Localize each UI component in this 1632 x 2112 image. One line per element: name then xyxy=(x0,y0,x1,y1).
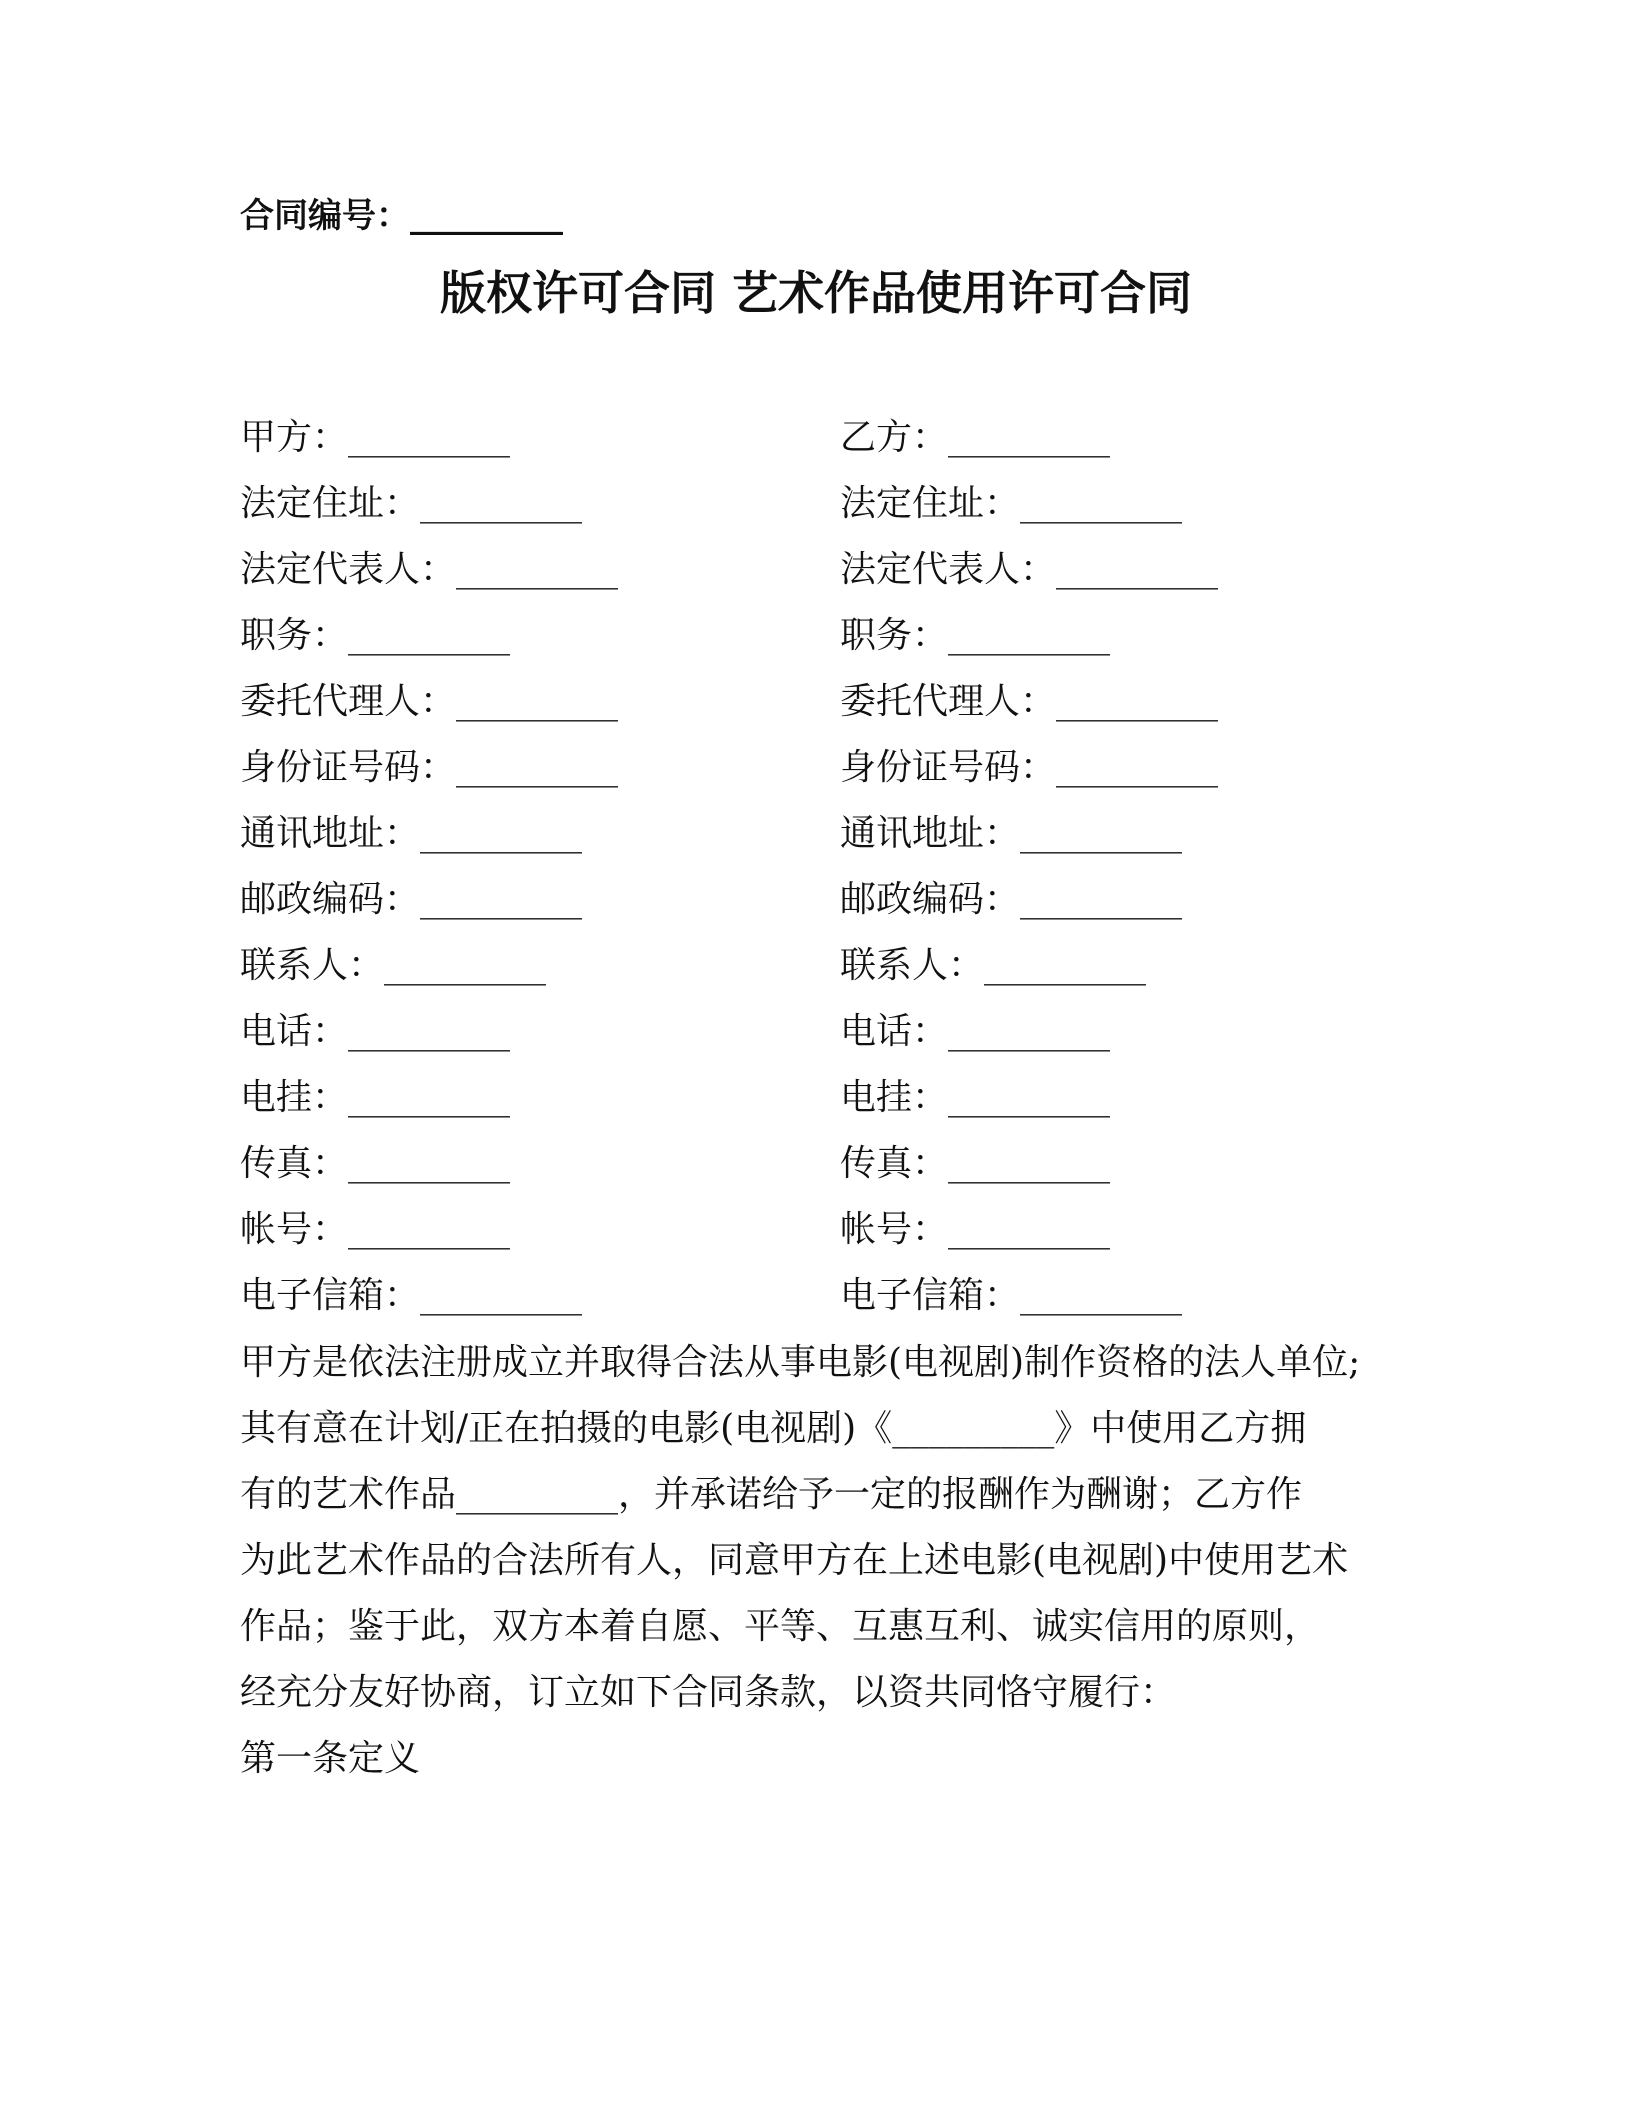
contract-title: 版权许可合同 艺术作品使用许可合同 xyxy=(439,266,1192,320)
party-row xyxy=(240,1266,1420,1332)
article-heading: 第一条定义 xyxy=(240,1738,421,1779)
party-row xyxy=(240,1068,1420,1134)
party-b-fax: 传真：_________ xyxy=(840,1143,1111,1184)
party-row xyxy=(240,540,1420,606)
party-b-legal-representative: 法定代表人：_________ xyxy=(840,549,1219,590)
party-a-email: 电子信箱：_________ xyxy=(240,1275,583,1316)
party-a-account: 帐号：_________ xyxy=(240,1209,511,1250)
party-a-agent: 委托代理人：_________ xyxy=(240,681,619,722)
party-row xyxy=(240,474,1420,540)
party-b-agent: 委托代理人：_________ xyxy=(840,681,1219,722)
party-b-telegraph: 电挂：_________ xyxy=(840,1077,1111,1118)
party-info-section xyxy=(240,408,1420,1332)
party-b-name: 乙方：_________ xyxy=(840,417,1111,458)
party-row xyxy=(240,1002,1420,1068)
party-row xyxy=(240,408,1420,474)
body-line: 其有意在计划/正在拍摄的电影(电视剧)《_________》中使用乙方拥 xyxy=(240,1408,1307,1449)
party-a-postal-code: 邮政编码：_________ xyxy=(240,879,583,920)
body-line: 为此艺术作品的合法所有人，同意甲方在上述电影(电视剧)中使用艺术 xyxy=(240,1540,1349,1581)
party-row xyxy=(240,606,1420,672)
party-row xyxy=(240,1134,1420,1200)
party-a-fax: 传真：_________ xyxy=(240,1143,511,1184)
party-b-phone: 电话：_________ xyxy=(840,1011,1111,1052)
party-row xyxy=(240,804,1420,870)
body-line: 作品；鉴于此，双方本着自愿、平等、互惠互利、诚实信用的原则， xyxy=(240,1606,1321,1647)
party-a-telegraph: 电挂：_________ xyxy=(240,1077,511,1118)
party-b-position: 职务：_________ xyxy=(840,615,1111,656)
party-row xyxy=(240,870,1420,936)
party-b-contact: 联系人：_________ xyxy=(840,945,1147,986)
party-a-legal-address: 法定住址：_________ xyxy=(240,483,583,524)
body-line: 甲方是依法注册成立并取得合法从事电影(电视剧)制作资格的法人单位; xyxy=(240,1342,1361,1383)
body-line: 经充分友好协商，订立如下合同条款，以资共同恪守履行： xyxy=(240,1672,1177,1713)
party-b-id-number: 身份证号码：_________ xyxy=(840,747,1219,788)
party-row xyxy=(240,738,1420,804)
contract-number: 合同编号：_________ xyxy=(240,196,563,236)
party-b-mailing-address: 通讯地址：_________ xyxy=(840,813,1183,854)
party-b-account: 帐号：_________ xyxy=(840,1209,1111,1250)
party-a-id-number: 身份证号码：_________ xyxy=(240,747,619,788)
party-row xyxy=(240,936,1420,1002)
party-b-email: 电子信箱：_________ xyxy=(840,1275,1183,1316)
party-b-legal-address: 法定住址：_________ xyxy=(840,483,1183,524)
party-b-postal-code: 邮政编码：_________ xyxy=(840,879,1183,920)
party-a-contact: 联系人：_________ xyxy=(240,945,547,986)
party-a-position: 职务：_________ xyxy=(240,615,511,656)
party-a-legal-representative: 法定代表人：_________ xyxy=(240,549,619,590)
party-row xyxy=(240,672,1420,738)
party-a-mailing-address: 通讯地址：_________ xyxy=(240,813,583,854)
party-row xyxy=(240,1200,1420,1266)
party-a-name: 甲方：_________ xyxy=(240,417,511,458)
party-a-phone: 电话：_________ xyxy=(240,1011,511,1052)
body-line: 有的艺术作品_________，并承诺给予一定的报酬作为酬谢；乙方作 xyxy=(240,1474,1303,1515)
contract-preamble xyxy=(240,1330,1420,1792)
